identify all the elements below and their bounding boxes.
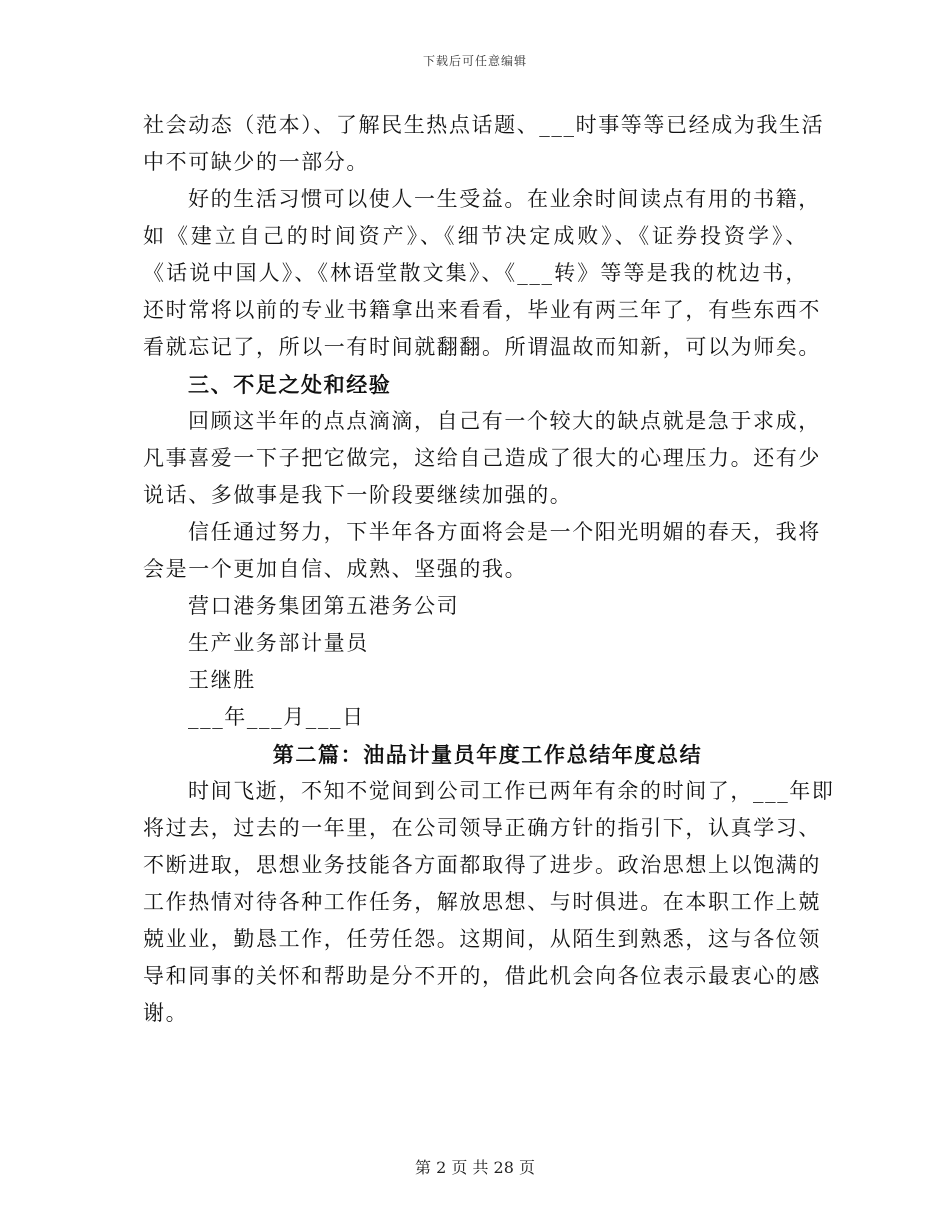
document-body xyxy=(143,107,835,1032)
paragraph-line: 导和同事的关怀和帮助是分不开的，借此机会向各位表示最衷心的感 xyxy=(143,964,821,988)
section-heading: 三、不足之处和经验 xyxy=(188,372,392,397)
paragraph-line: 兢业业，勤恳工作，任劳任怨。这期间，从陌生到熟悉，这与各位领 xyxy=(143,927,821,951)
paragraph-line: 回顾这半年的点点滴滴，自己有一个较大的缺点就是急于求成， xyxy=(188,409,821,433)
paragraph-line: 还时常将以前的专业书籍拿出来看看，毕业有两三年了，有些东西不 xyxy=(143,298,821,322)
paragraph-line: 不断进取，思想业务技能各方面都取得了进步。政治思想上以饱满的 xyxy=(143,853,821,877)
paragraph-line: 谢。 xyxy=(143,1001,189,1025)
chapter-title: 第二篇：油品计量员年度工作总结年度总结 xyxy=(272,742,703,767)
signature-company: 营口港务集团第五港务公司 xyxy=(188,594,460,618)
signature-name: 王继胜 xyxy=(188,668,256,692)
paragraph-line: 好的生活习惯可以使人一生受益。在业余时间读点有用的书籍， xyxy=(188,187,821,211)
paragraph-line: 将过去，过去的一年里，在公司领导正确方针的指引下，认真学习、 xyxy=(143,816,821,840)
paragraph-line: 会是一个更加自信、成熟、坚强的我。 xyxy=(143,557,528,581)
paragraph-line: 工作热情对待各种工作任务，解放思想、与时俱进。在本职工作上兢 xyxy=(143,890,821,914)
page-footer: 第 2 页 共 28 页 xyxy=(415,1158,535,1177)
paragraph-line: 中不可缺少的一部分。 xyxy=(143,150,369,174)
paragraph-line: 《话说中国人》、《林语堂散文集》、《___转》等等是我的枕边书， xyxy=(143,261,808,285)
paragraph-line: 说话、多做事是我下一阶段要继续加强的。 xyxy=(143,483,573,507)
signature-date: ___年___月___日 xyxy=(188,705,365,729)
paragraph-line: 社会动态（范本）、了解民生热点话题、___时事等等已经成为我生活 xyxy=(143,113,825,137)
paragraph-line: 时间飞逝，不知不觉间到公司工作已两年有余的时间了，___年即 xyxy=(188,779,835,803)
paragraph-line: 看就忘记了，所以一有时间就翻翻。所谓温故而知新，可以为师矣。 xyxy=(143,335,821,359)
paragraph-line: 凡事喜爱一下子把它做完，这给自己造成了很大的心理压力。还有少 xyxy=(143,446,821,470)
paragraph-line: 如《建立自己的时间资产》、《细节决定成败》、《证券投资学》、 xyxy=(143,224,808,248)
signature-department: 生产业务部计量员 xyxy=(188,631,369,655)
paragraph-line: 信任通过努力，下半年各方面将会是一个阳光明媚的春天，我将 xyxy=(188,520,821,544)
page-header: 下载后可任意编辑 xyxy=(422,54,527,68)
